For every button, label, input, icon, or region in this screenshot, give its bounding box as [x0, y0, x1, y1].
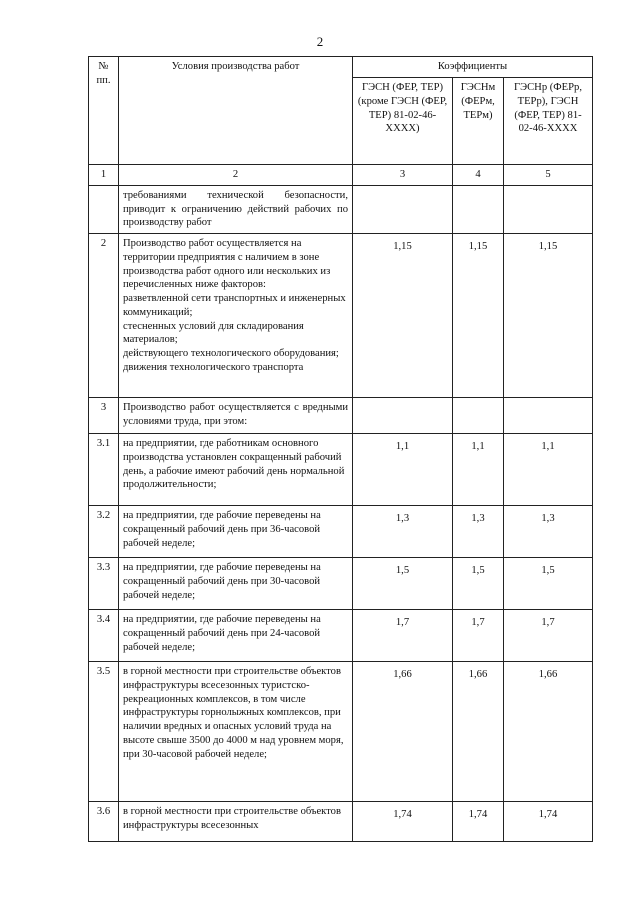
row-condition: на предприятии, где рабочие переведены на сокращенный рабочий день при 36-часовой рабочей неделе; — [119, 506, 353, 558]
row-coef-gesnm — [453, 185, 504, 233]
index-cell: 4 — [453, 165, 504, 186]
header-coefficients: Коэффициенты — [353, 57, 593, 78]
row-number: 3.4 — [89, 610, 119, 662]
row-number: 2 — [89, 234, 119, 398]
row-coef-gesn: 1,7 — [353, 610, 453, 662]
row-coef-gesn — [353, 185, 453, 233]
row-coef-gesn: 1,5 — [353, 558, 453, 610]
row-coef-gesnm: 1,7 — [453, 610, 504, 662]
row-coef-gesnr — [504, 398, 593, 434]
row-coef-gesnr: 1,5 — [504, 558, 593, 610]
row-coef-gesnr: 1,74 — [504, 802, 593, 842]
table-row — [89, 802, 593, 842]
header-num: № пп. — [89, 57, 119, 165]
header-col4: ГЭСНм (ФЕРм, ТЕРм) — [453, 78, 504, 165]
index-cell: 3 — [353, 165, 453, 186]
row-number: 3.6 — [89, 802, 119, 842]
row-coef-gesnr: 1,66 — [504, 662, 593, 802]
table-row — [89, 610, 593, 662]
row-number: 3 — [89, 398, 119, 434]
index-cell: 5 — [504, 165, 593, 186]
row-coef-gesnm: 1,66 — [453, 662, 504, 802]
table-row — [89, 506, 593, 558]
row-coef-gesnm: 1,3 — [453, 506, 504, 558]
row-coef-gesn: 1,66 — [353, 662, 453, 802]
row-coef-gesnr: 1,1 — [504, 434, 593, 506]
row-coef-gesnm: 1,15 — [453, 234, 504, 398]
table-row — [89, 662, 593, 802]
row-coef-gesnm: 1,74 — [453, 802, 504, 842]
row-coef-gesn — [353, 398, 453, 434]
row-condition: на предприятии, где работникам основного производства установлен сокращенный рабочий день, а рабочие имеют рабочий день нормальной продолжительности; — [119, 434, 353, 506]
table-row — [89, 558, 593, 610]
row-coef-gesnr: 1,15 — [504, 234, 593, 398]
row-coef-gesn: 1,3 — [353, 506, 453, 558]
row-number: 3.2 — [89, 506, 119, 558]
index-row — [89, 165, 593, 186]
row-number: 3.1 — [89, 434, 119, 506]
row-condition: Производство работ осуществляется с вредными условиями труда, при этом: — [119, 398, 353, 434]
row-coef-gesnr — [504, 185, 593, 233]
table-row — [89, 185, 593, 233]
row-condition: в горной местности при строительстве объектов инфраструктуры всесезонных туристско-рекреационных комплексов, в том числе инфраструктуры горнолыжных комплексов, при наличии вредных и опасных условий труда на высоте свыше 3500 до 4000 м над уровнем моря, при 30-часовой рабочей неделе; — [119, 662, 353, 802]
coefficients-table — [88, 56, 593, 842]
row-condition: в горной местности при строительстве объектов инфраструктуры всесезонных — [119, 802, 353, 842]
row-coef-gesnm: 1,1 — [453, 434, 504, 506]
row-number: 3.5 — [89, 662, 119, 802]
page-number: 2 — [316, 34, 324, 49]
row-number: 3.3 — [89, 558, 119, 610]
table-row — [89, 234, 593, 398]
row-condition: требованиями технической безопасности, приводит к ограничению действий рабочих по производству работ — [119, 185, 353, 233]
row-coef-gesnr: 1,7 — [504, 610, 593, 662]
row-condition: Производство работ осуществляется на территории предприятия с наличием в зоне производства работ одного или нескольких из перечисленных ниже факторов: разветвленной сети транспортных и инженерных коммуникаций; стесненных условий для складирования материалов; действующего технологического оборудования; движения технологического транспорта — [119, 234, 353, 398]
table-row — [89, 434, 593, 506]
index-cell: 1 — [89, 165, 119, 186]
row-condition: на предприятии, где рабочие переведены на сокращенный рабочий день при 24-часовой рабочей неделе; — [119, 610, 353, 662]
row-coef-gesn: 1,15 — [353, 234, 453, 398]
row-coef-gesn: 1,74 — [353, 802, 453, 842]
header-row — [89, 57, 593, 78]
index-cell: 2 — [119, 165, 353, 186]
header-col5: ГЭСНр (ФЕРр, ТЕРр), ГЭСН (ФЕР, ТЕР) 81-02-46-XXXX — [504, 78, 593, 165]
header-col3: ГЭСН (ФЕР, ТЕР) (кроме ГЭСН (ФЕР, ТЕР) 81-02-46-XXXX) — [353, 78, 453, 165]
row-coef-gesnm: 1,5 — [453, 558, 504, 610]
table-row — [89, 398, 593, 434]
row-coef-gesn: 1,1 — [353, 434, 453, 506]
row-condition: на предприятии, где рабочие переведены на сокращенный рабочий день при 30-часовой рабочей неделе; — [119, 558, 353, 610]
row-coef-gesnm — [453, 398, 504, 434]
row-coef-gesnr: 1,3 — [504, 506, 593, 558]
row-number — [89, 185, 119, 233]
header-conditions: Условия производства работ — [119, 57, 353, 165]
